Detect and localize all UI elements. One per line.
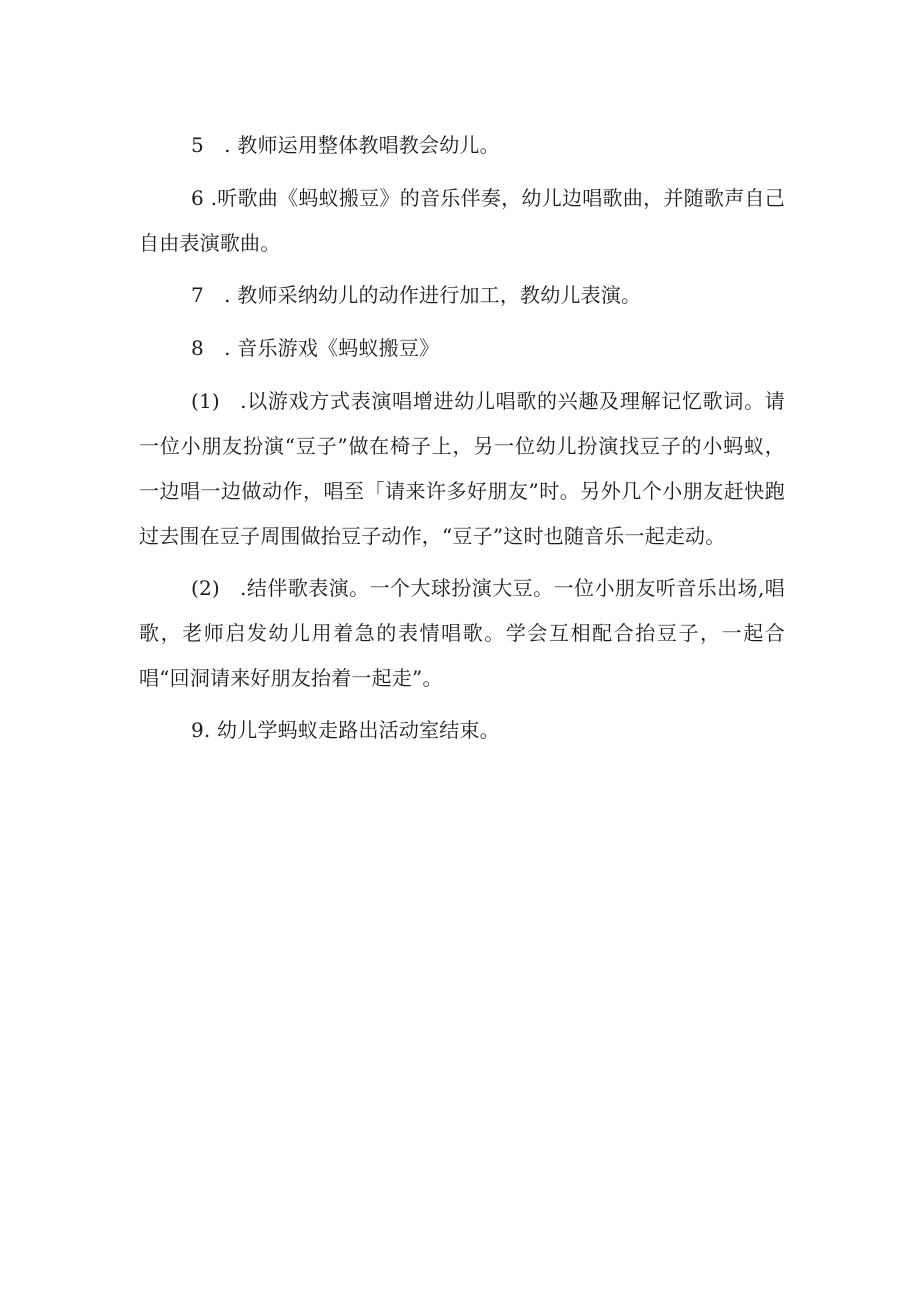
- document-body: [139, 123, 785, 761]
- step-8-2-paragraph: (2) .结伴歌表演。一个大球扮演大豆。一位小朋友听音乐出场,唱歌，老师启发幼儿用着急的表情唱歌。学会互相配合抬豆子，一起合唱“回洞请来好朋友抬着一起走”。: [139, 576, 785, 690]
- step-8-paragraph: 8 . 音乐游戏《蚂蚁搬豆》: [191, 336, 440, 360]
- step-7-paragraph: 7 . 教师采纳幼儿的动作进行加工，教幼儿表演。: [191, 283, 642, 307]
- step-8-1-paragraph: (1) .以游戏方式表演唱增进幼儿唱歌的兴趣及理解记忆歌词。请一位小朋友扮演“豆子”做在椅子上，另一位幼儿扮演找豆子的小蚂蚁，一边唱一边做动作，唱至「请来许多好朋友”时。另外几个小朋友赶快跑过去围在豆子周围做抬豆子动作，“豆子”这时也随音乐一起走动。: [139, 389, 785, 548]
- step-5-paragraph: 5 . 教师运用整体教唱教会幼儿。: [191, 133, 500, 157]
- step-9-paragraph: 9. 幼儿学蚂蚁走路出活动室结束。: [191, 718, 500, 742]
- step-6-paragraph: 6 .听歌曲《蚂蚁搬豆》的音乐伴奏，幼儿边唱歌曲，并随歌声自己自由表演歌曲。: [139, 186, 785, 255]
